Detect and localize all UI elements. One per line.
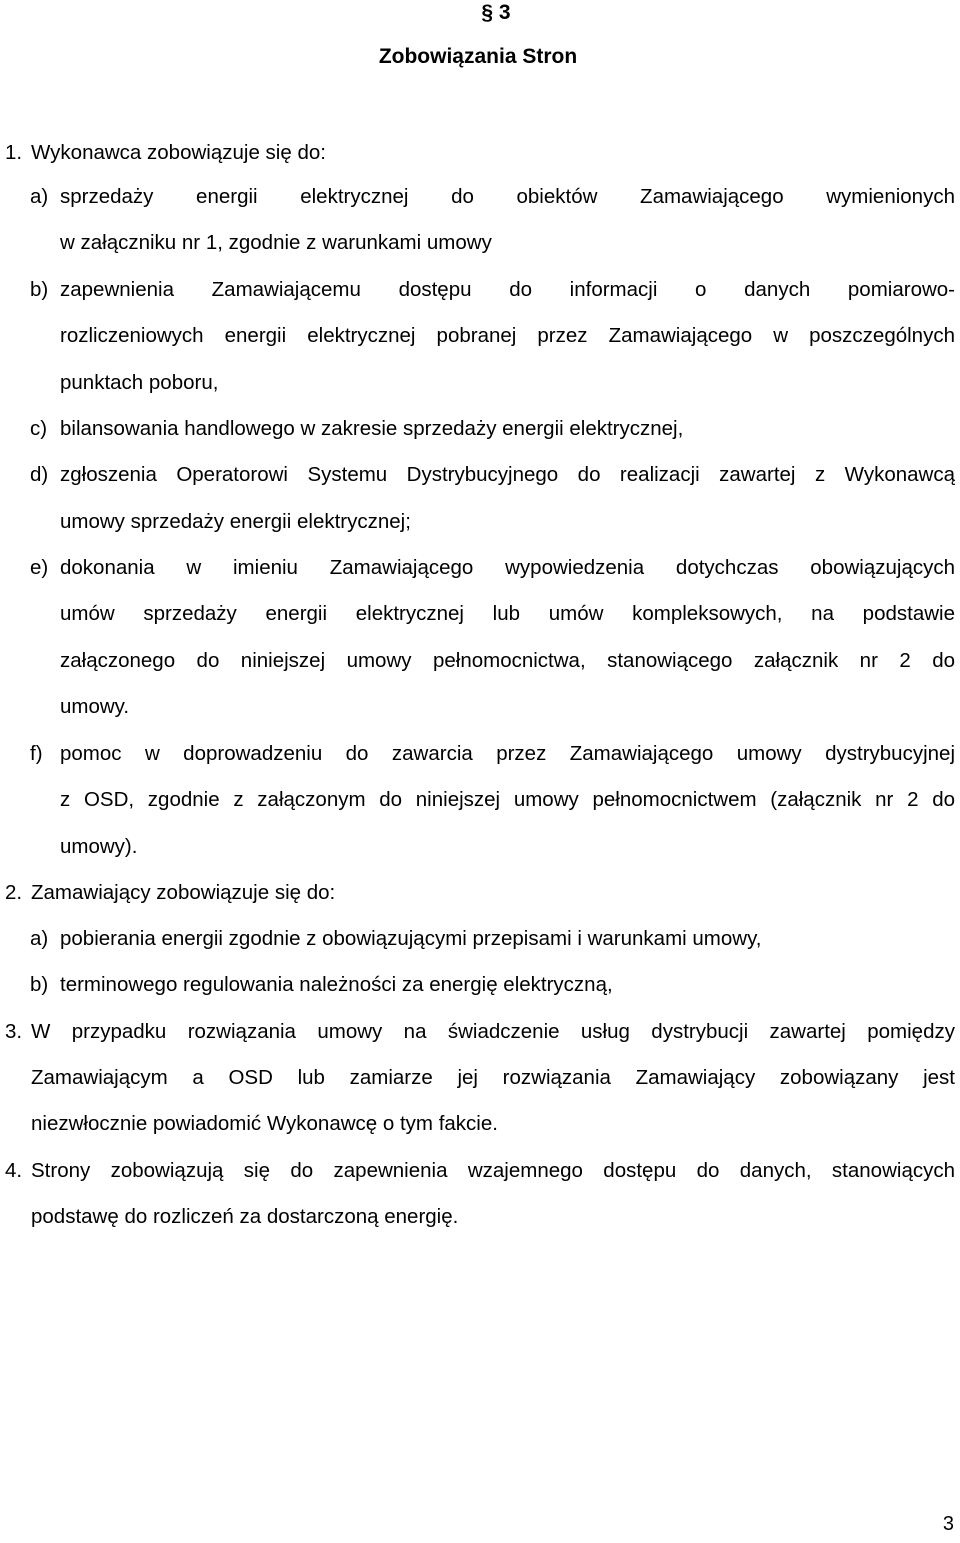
subitem-marker: a) bbox=[30, 927, 49, 950]
item-text: Zamawiający zobowiązuje się do: bbox=[31, 881, 336, 904]
subitem-marker: f) bbox=[30, 742, 43, 765]
subitem-line: bilansowania handlowego w zakresie sprzedaży energii elektrycznej, bbox=[60, 417, 684, 440]
subitem-line: umów sprzedaży energii elektrycznej lub umów kompleksowych, na podstawie bbox=[60, 602, 955, 625]
subitem-marker: b) bbox=[30, 278, 49, 301]
item-line: Strony zobowiązują się do zapewnienia wzajemnego dostępu do danych, stanowiących bbox=[31, 1159, 955, 1182]
item-number: 4. bbox=[5, 1159, 23, 1182]
subitem-line: umowy). bbox=[60, 835, 138, 858]
item-text: Wykonawca zobowiązuje się do: bbox=[31, 141, 326, 164]
item-number: 3. bbox=[5, 1020, 23, 1043]
subitem-marker: c) bbox=[30, 417, 48, 440]
subitem-line: zapewnienia Zamawiającemu dostępu do informacji o danych pomiarowo- bbox=[60, 278, 955, 301]
section-heading: § 3 bbox=[481, 1, 511, 24]
subitem-marker: a) bbox=[30, 185, 49, 208]
subitem-marker: e) bbox=[30, 556, 49, 579]
item-line: W przypadku rozwiązania umowy na świadczenie usług dystrybucji zawartej pomiędzy bbox=[31, 1020, 955, 1043]
subitem-marker: b) bbox=[30, 973, 49, 996]
subitem-line: w załączniku nr 1, zgodnie z warunkami umowy bbox=[60, 231, 492, 254]
subitem-line: umowy. bbox=[60, 695, 130, 718]
item-line: podstawę do rozliczeń za dostarczoną energię. bbox=[31, 1205, 459, 1228]
subitem-marker: d) bbox=[30, 463, 49, 486]
subitem-line: rozliczeniowych energii elektrycznej pobranej przez Zamawiającego w poszczególnych bbox=[60, 324, 955, 347]
subitem-line: sprzedaży energii elektrycznej do obiektów Zamawiającego wymienionych bbox=[60, 185, 955, 208]
subitem-line: zgłoszenia Operatorowi Systemu Dystrybucyjnego do realizacji zawartej z Wykonawcą bbox=[60, 463, 955, 486]
item-number: 1. bbox=[5, 141, 23, 164]
subitem-line: pomoc w doprowadzeniu do zawarcia przez Zamawiającego umowy dystrybucyjnej bbox=[60, 742, 955, 765]
subitem-line: pobierania energii zgodnie z obowiązującymi przepisami i warunkami umowy, bbox=[60, 927, 762, 950]
item-line: Zamawiającym a OSD lub zamiarze jej rozwiązania Zamawiający zobowiązany jest bbox=[31, 1066, 955, 1089]
subitem-line: załączonego do niniejszej umowy pełnomocnictwa, stanowiącego załącznik nr 2 do bbox=[60, 649, 955, 672]
subitem-line: terminowego regulowania należności za energię elektryczną, bbox=[60, 973, 613, 996]
page-number: 3 bbox=[942, 1513, 954, 1535]
subitem-line: dokonania w imieniu Zamawiającego wypowiedzenia dotychczas obowiązujących bbox=[60, 556, 955, 579]
subitem-line: z OSD, zgodnie z załączonym do niniejszej umowy pełnomocnictwem (załącznik nr 2 do bbox=[60, 788, 955, 811]
item-line: niezwłocznie powiadomić Wykonawcę o tym fakcie. bbox=[31, 1112, 498, 1135]
subitem-line: punktach poboru, bbox=[60, 371, 219, 394]
subitem-line: umowy sprzedaży energii elektrycznej; bbox=[60, 510, 411, 533]
section-title: Zobowiązania Stron bbox=[378, 45, 578, 68]
item-number: 2. bbox=[5, 881, 23, 904]
